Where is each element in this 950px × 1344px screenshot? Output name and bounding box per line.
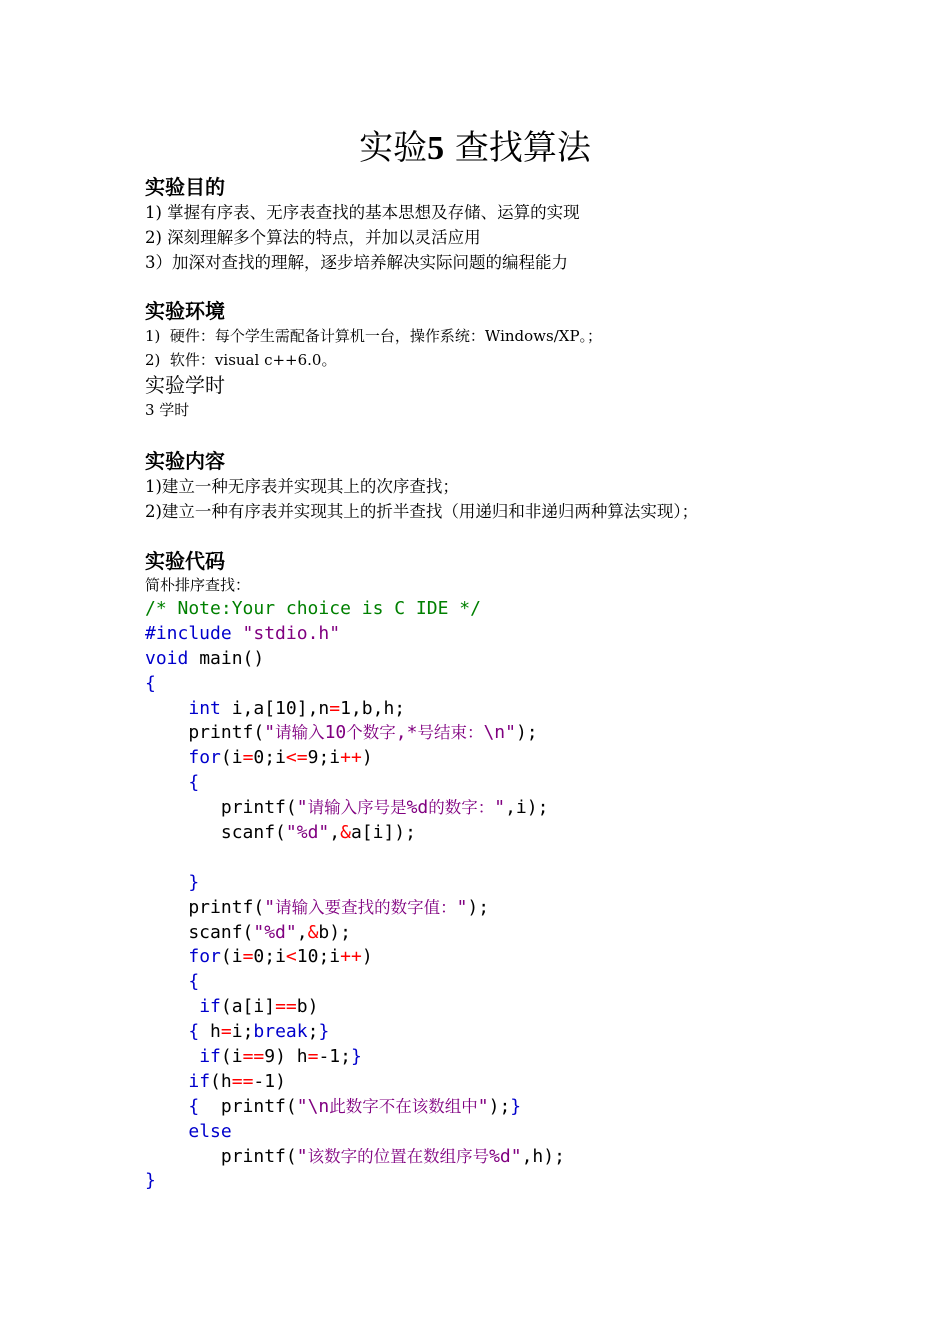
code-token: h — [199, 1021, 221, 1043]
code-token: " — [494, 797, 506, 819]
code-token: ) — [361, 946, 373, 968]
page-title — [0, 126, 950, 171]
code-token: & — [340, 822, 351, 844]
hours-value: 3 学时 — [145, 401, 190, 419]
code-token: <= — [285, 747, 308, 769]
code-line — [145, 796, 565, 821]
code-token: == — [242, 1046, 265, 1068]
code-token — [145, 1021, 188, 1042]
code-line — [145, 771, 565, 796]
code-token: < — [285, 946, 297, 968]
code-token: else — [188, 1120, 232, 1142]
code-line — [145, 871, 565, 896]
code-line — [145, 995, 565, 1020]
code-listing — [145, 597, 565, 1194]
code-token: " — [296, 797, 308, 819]
code-token: 请输入序号是 — [307, 798, 407, 818]
code-token: } — [510, 1095, 522, 1117]
code-token: for — [188, 946, 221, 968]
section-purpose — [145, 174, 580, 275]
code-token: printf( — [145, 722, 265, 744]
code-token: if — [199, 1046, 221, 1068]
code-token: printf( — [145, 797, 297, 819]
code-line — [145, 1045, 565, 1070]
code-line — [145, 945, 565, 970]
code-line — [145, 821, 565, 846]
purpose-item: 2) 深刻理解多个算法的特点，并加以灵活应用 — [145, 228, 481, 247]
code-token: } — [145, 1170, 156, 1192]
code-token: 请输入要查找的数字值： — [275, 897, 457, 917]
code-token: ++ — [340, 747, 362, 769]
code-token: "\n — [296, 1095, 330, 1117]
code-token — [145, 971, 188, 992]
code-token — [145, 1071, 188, 1092]
code-token: ,* — [395, 722, 418, 744]
code-token — [232, 623, 243, 644]
code-token — [145, 872, 188, 893]
code-token: (i — [220, 747, 243, 769]
code-token: if — [188, 1070, 211, 1092]
code-token: = — [329, 697, 341, 719]
code-subtitle: 简朴排序查找： — [145, 576, 251, 594]
code-line — [145, 970, 565, 995]
environment-item: 2) 软件：visual c++6.0。 — [145, 351, 337, 369]
code-token: printf( — [145, 1145, 297, 1167]
code-token: \n" — [483, 722, 516, 744]
code-token: 0;i — [253, 747, 286, 769]
code-line — [145, 647, 565, 672]
code-token: ; — [307, 1021, 319, 1043]
section-heading-code: 实验代码 — [145, 549, 225, 573]
code-token: 的数字： — [428, 798, 495, 818]
section-heading-hours: 实验学时 — [145, 373, 225, 397]
code-token: -1) — [253, 1070, 286, 1092]
section-code — [145, 548, 250, 596]
code-token: break — [253, 1021, 308, 1043]
code-line — [145, 1020, 565, 1045]
code-token: 此数字不在该数组中 — [329, 1096, 478, 1116]
code-token: main() — [188, 647, 265, 669]
code-line — [145, 721, 565, 746]
code-token — [145, 698, 188, 719]
code-token: { — [188, 971, 200, 993]
code-token: " — [264, 896, 276, 918]
code-token: /* Note:Your choice is C IDE */ — [145, 598, 481, 619]
code-token — [145, 772, 188, 793]
code-token: "%d" — [253, 921, 297, 943]
code-token: 请输入 — [275, 723, 325, 743]
code-line — [145, 846, 565, 871]
code-token: & — [307, 921, 319, 943]
code-token: 1,b,h; — [340, 697, 406, 719]
code-token — [145, 1046, 199, 1067]
code-token: { — [188, 1021, 200, 1043]
code-line — [145, 672, 565, 697]
code-token: for — [188, 747, 221, 769]
code-line — [145, 1120, 565, 1145]
purpose-item: 3）加深对查找的理解，逐步培养解决实际问题的编程能力 — [145, 253, 568, 272]
code-token: ); — [515, 722, 538, 744]
code-token: ); — [488, 1095, 511, 1117]
code-token: = — [220, 1021, 232, 1043]
section-heading-purpose: 实验目的 — [145, 175, 225, 199]
code-token: 10;i — [296, 946, 341, 968]
code-token — [145, 1121, 188, 1142]
title-prefix: 实验 — [359, 128, 428, 168]
code-token: ,h); — [521, 1145, 565, 1167]
code-line — [145, 622, 565, 647]
code-token: = — [242, 747, 254, 769]
code-token: printf( — [145, 896, 265, 918]
code-token: %d — [406, 797, 429, 819]
code-token: (h — [210, 1070, 232, 1092]
code-token: " — [264, 722, 276, 744]
code-token: -1; — [318, 1046, 351, 1068]
code-token: == — [231, 1070, 254, 1092]
code-token: ); — [467, 896, 490, 918]
content-item: 1)建立一种无序表并实现其上的次序查找； — [145, 477, 459, 496]
code-token: ) — [361, 747, 373, 769]
code-token: void — [145, 647, 189, 669]
code-token: 该数字的位置在数组序号 — [307, 1146, 490, 1166]
code-token — [145, 1096, 188, 1117]
section-environment — [145, 298, 602, 422]
section-heading-environment: 实验环境 — [145, 299, 225, 323]
code-token: = — [242, 946, 254, 968]
code-token: %d" — [489, 1145, 522, 1167]
code-token: ,i); — [505, 797, 549, 819]
code-token: 10 — [324, 722, 347, 744]
code-line — [145, 1070, 565, 1095]
code-token: scanf( — [145, 921, 254, 943]
code-token: i; — [231, 1021, 254, 1043]
code-token: { — [188, 772, 200, 794]
code-token: "stdio.h" — [242, 622, 341, 644]
code-token: "%d" — [285, 822, 330, 844]
code-token: 9) h — [264, 1046, 308, 1068]
code-token: b) — [296, 996, 319, 1018]
code-token: b); — [318, 921, 351, 943]
code-token: (i — [220, 1046, 243, 1068]
code-token: , — [296, 921, 308, 943]
code-token: " — [456, 896, 468, 918]
code-token: { — [188, 1095, 200, 1117]
code-line — [145, 1095, 565, 1120]
title-suffix: 查找算法 — [444, 128, 591, 168]
code-line — [145, 921, 565, 946]
code-token: " — [296, 1145, 308, 1167]
code-token: if — [199, 996, 221, 1018]
section-content — [145, 448, 698, 524]
code-line — [145, 597, 565, 622]
code-line — [145, 697, 565, 722]
code-token: #include — [145, 622, 232, 644]
code-token: (i — [220, 946, 243, 968]
section-heading-content: 实验内容 — [145, 449, 225, 473]
code-token: i,a[10],n — [220, 697, 330, 719]
code-token: { — [145, 672, 156, 694]
code-token: , — [329, 822, 341, 844]
code-line — [145, 1169, 565, 1194]
code-token: 号结束： — [417, 723, 484, 743]
code-line — [145, 896, 565, 921]
code-line — [145, 746, 565, 771]
code-token — [145, 747, 188, 768]
code-token: 0;i — [253, 946, 286, 968]
content-item: 2)建立一种有序表并实现其上的折半查找（用递归和非递归两种算法实现）； — [145, 502, 699, 521]
code-token — [145, 996, 199, 1017]
code-token: int — [188, 697, 221, 719]
environment-item: 1) 硬件：每个学生需配备计算机一台，操作系统：Windows/XP。； — [145, 327, 603, 345]
code-token: a[i]); — [350, 822, 416, 844]
code-token: 个数字 — [346, 723, 396, 743]
code-token: == — [275, 996, 297, 1018]
code-line — [145, 1145, 565, 1170]
code-token: } — [318, 1021, 330, 1043]
code-token: = — [307, 1046, 319, 1068]
code-token: } — [188, 871, 200, 893]
purpose-item: 1) 掌握有序表、无序表查找的基本思想及存储、运算的实现 — [145, 203, 580, 222]
code-token: printf( — [199, 1095, 297, 1117]
code-token — [145, 946, 188, 967]
code-token: 9;i — [307, 747, 341, 769]
code-token: scanf( — [145, 822, 286, 844]
title-number: 5 — [427, 130, 445, 167]
code-token: (a[i] — [220, 996, 276, 1018]
code-token: ++ — [340, 946, 362, 968]
code-token: " — [477, 1095, 489, 1117]
code-token: } — [350, 1046, 362, 1068]
